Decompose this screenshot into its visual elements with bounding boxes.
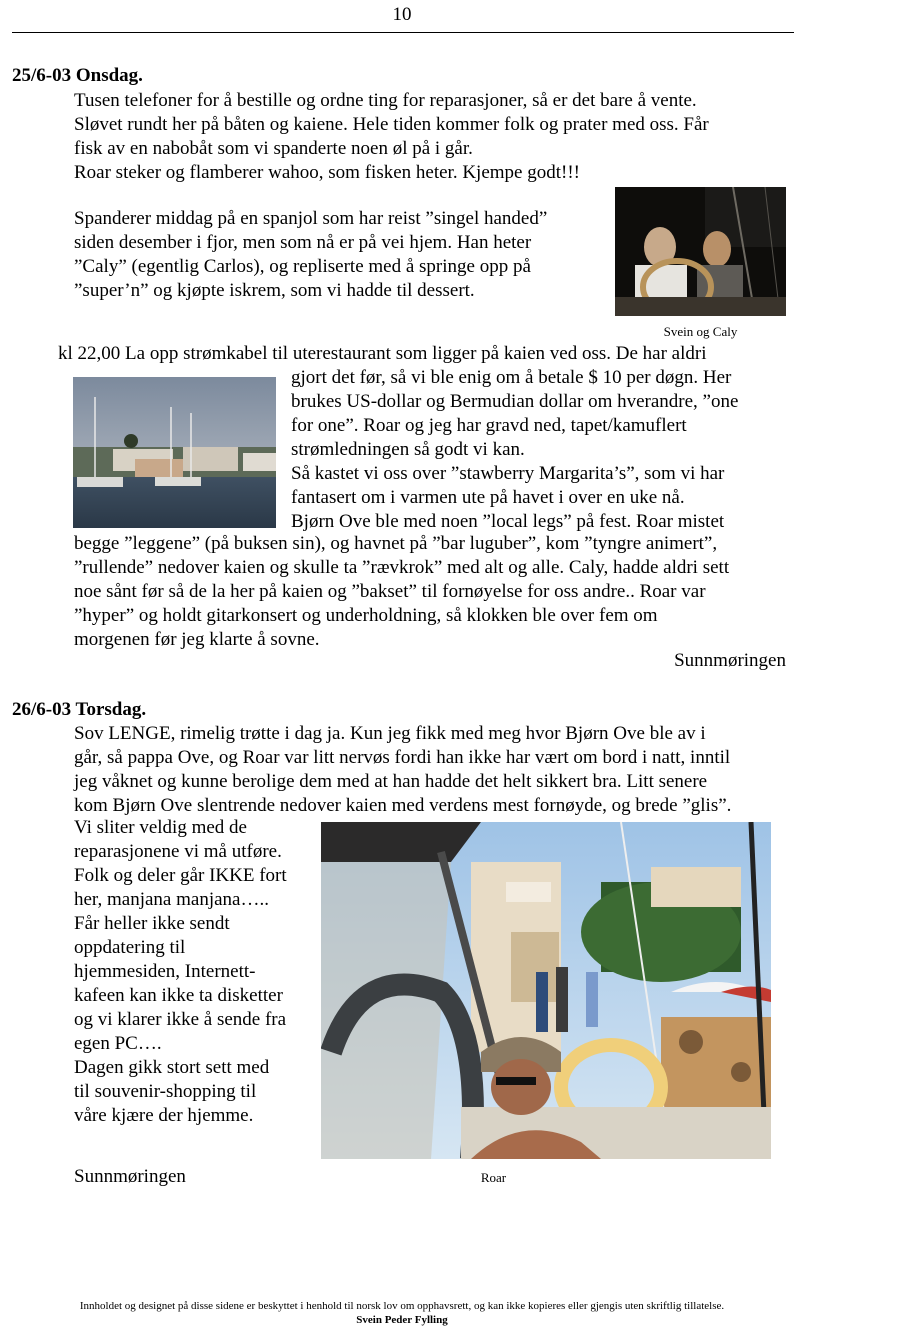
text-line: til souvenir-shopping til: [74, 1081, 257, 1102]
entry1-para1: [74, 89, 709, 185]
author-name: Svein Peder Fylling: [356, 1314, 448, 1326]
page-number: 10: [392, 4, 412, 25]
text-line: begge ”leggene” (på buksen sin), og havnet på ”bar luguber”, kom ”tyngre animert”,: [74, 533, 718, 554]
entry1-para2: [74, 207, 547, 303]
text-line: Roar steker og flamberer wahoo, som fisken heter. Kjempe godt!!!: [74, 162, 580, 183]
text-line: Bjørn Ove ble med noen ”local legs” på fest. Roar mistet: [291, 511, 725, 532]
text-line: fisk av en nabobåt som vi spanderte noen øl på i går.: [74, 138, 473, 159]
text-line: strømledningen så godt vi kan.: [291, 439, 525, 460]
photo1-caption: Svein og Caly: [663, 324, 738, 339]
text-line: reparasjonene vi må utføre.: [74, 841, 282, 862]
text-line: oppdatering til: [74, 937, 186, 958]
text-line: noe sånt før så de la her på kaien og ”bakset” til fornøyelse for oss andre.. Roar var: [74, 581, 706, 602]
photo3-caption: Roar: [480, 1170, 507, 1185]
photo-svein-caly: [615, 187, 786, 316]
entry1-para3-first-line: kl 22,00 La opp strømkabel til uterestaurant som ligger på kaien ved oss. De har aldri: [58, 343, 707, 364]
entry2-heading: 26/6-03 Torsdag.: [12, 699, 147, 720]
entry2-para2: [74, 816, 287, 1128]
entry2-signature: Sunnmøringen: [74, 1166, 186, 1187]
text-line: kom Bjørn Ove slentrende nedover kaien med verdens mest fornøyde, og brede ”glis”.: [74, 795, 732, 816]
text-line: fantasert om i varmen ute på havet i over en uke nå.: [291, 487, 685, 508]
text-line: Folk og deler går IKKE fort: [74, 865, 287, 886]
text-line: gjort det før, så vi ble enig om å betale $ 10 per døgn. Her: [291, 367, 732, 388]
entry1-heading: 25/6-03 Onsdag.: [12, 65, 143, 86]
text-line: Får heller ikke sendt: [74, 913, 230, 934]
text-line: egen PC….: [74, 1033, 162, 1054]
text-line: og vi klarer ikke å sende fra: [74, 1009, 287, 1030]
text-line: hjemmesiden, Internett-: [74, 961, 256, 982]
photo-harbor: [73, 377, 276, 528]
text-line: Dagen gikk stort sett med: [74, 1057, 270, 1078]
text-line: her, manjana manjana…..: [74, 889, 269, 910]
header-rule: [12, 32, 794, 33]
text-line: Sov LENGE, rimelig trøtte i dag ja. Kun jeg fikk med meg hvor Bjørn Ove ble av i: [74, 723, 706, 744]
text-line: våre kjære der hjemme.: [74, 1105, 254, 1126]
entry1-signature: Sunnmøringen: [674, 650, 786, 671]
entry2-para1: [74, 722, 731, 818]
text-line: Spanderer middag på en spanjol som har reist ”singel handed”: [74, 208, 548, 229]
text-line: brukes US-dollar og Bermudian dollar om hverandre, ”one: [291, 391, 739, 412]
entry1-para3-right: [291, 366, 738, 534]
text-line: ”super’n” og kjøpte iskrem, som vi hadde til dessert.: [74, 280, 475, 301]
entry1-para3-full: [74, 532, 729, 652]
text-line: ”Caly” (egentlig Carlos), og repliserte med å springe opp på: [74, 256, 531, 277]
text-line: kafeen kan ikke ta disketter: [74, 985, 283, 1006]
text-line: Sløvet rundt her på båten og kaiene. Hele tiden kommer folk og prater med oss. Får: [74, 114, 709, 135]
copyright-notice: Innholdet og designet på disse sidene er beskyttet i henhold til norsk lov om opphavsrett, og kan ikke kopieres eller gjengis uten skriftlig tillatelse.: [79, 1300, 725, 1312]
text-line: siden desember i fjor, men som nå er på vei hjem. Han heter: [74, 232, 532, 253]
text-line: ”hyper” og holdt gitarkonsert og underholdning, så klokken ble over fem om: [74, 605, 658, 626]
photo-roar: [321, 822, 771, 1159]
text-line: Vi sliter veldig med de: [74, 817, 247, 838]
text-line: for one”. Roar og jeg har gravd ned, tapet/kamuflert: [291, 415, 687, 436]
text-line: Så kastet vi oss over ”stawberry Margarita’s”, som vi har: [291, 463, 725, 484]
text-line: går, så pappa Ove, og Roar var litt nervøs fordi han ikke har vært om bord i natt, inntil: [74, 747, 731, 768]
text-line: ”rullende” nedover kaien og skulle ta ”rævkrok” med alt og alle. Caly, hadde aldri sett: [74, 557, 730, 578]
text-line: Tusen telefoner for å bestille og ordne ting for reparasjoner, så er det bare å vente.: [74, 90, 697, 111]
text-line: jeg våknet og kunne berolige dem med at han hadde det helt sikkert bra. Litt senere: [74, 771, 708, 792]
text-line: morgenen før jeg klarte å sovne.: [74, 629, 320, 650]
